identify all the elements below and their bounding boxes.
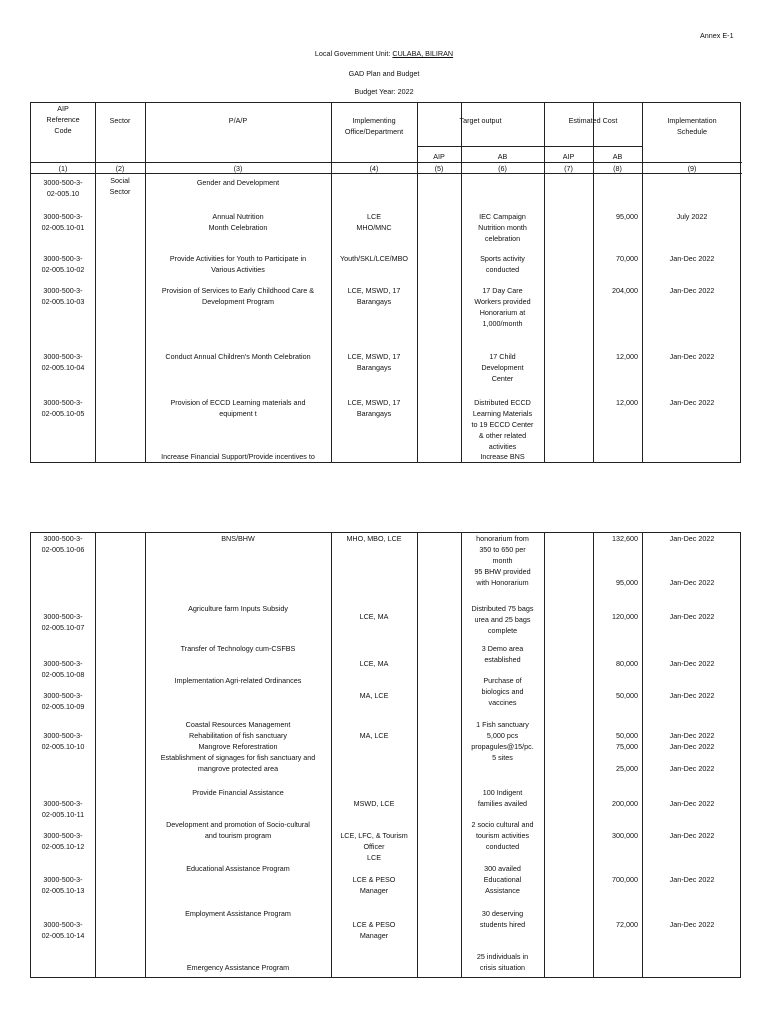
col-header-estimated-cost: Estimated Cost	[568, 116, 618, 125]
document-title: GAD Plan and Budget	[348, 69, 420, 78]
row-schedule: Jan-Dec 2022	[669, 742, 715, 751]
row-schedule: Jan-Dec 2022	[669, 254, 715, 263]
col-number: (8)	[613, 164, 622, 173]
row-office: MA, LCE	[359, 691, 389, 700]
row-cost-ab: 95,000	[616, 212, 638, 221]
row-aip-code: 3000-500-3- 02-005.10-11	[41, 799, 85, 819]
row-office: LCE MHO/MNC	[356, 212, 392, 232]
row-target-output-ab: Distributed 75 bags urea and 25 bags complete	[471, 604, 534, 635]
row-target-output-ab: 300 availed Educational Assistance	[483, 864, 522, 895]
row-office: LCE, MSWD, 17 Barangays	[347, 352, 401, 372]
row-cost-ab: 200,000	[612, 799, 638, 808]
col-number: (3)	[233, 164, 243, 173]
row-schedule: Jan-Dec 2022	[669, 691, 715, 700]
row-schedule: Jan-Dec 2022	[669, 578, 715, 587]
row-aip-code: 3000-500-3- 02-005.10	[43, 178, 83, 198]
row-target-output-ab: 2 socio cultural and tourism activities conducted	[471, 820, 534, 851]
row-schedule: Jan-Dec 2022	[669, 799, 715, 808]
row-office: LCE, MA	[359, 659, 389, 668]
row-cost-ab: 75,000	[616, 742, 638, 751]
row-office: LCE, MA	[359, 612, 389, 621]
row-aip-code: 3000-500-3- 02-005.10-10	[41, 731, 85, 751]
row-target-output-ab: IEC Campaign Nutrition month celebration	[478, 212, 527, 243]
row-pap: Employment Assistance Program	[185, 909, 291, 918]
row-schedule: Jan-Dec 2022	[669, 534, 715, 543]
row-target-output-ab: 30 deserving students hired	[479, 909, 526, 929]
row-pap: Conduct Annual Children's Month Celebration	[165, 352, 311, 361]
row-cost-ab: 70,000	[616, 254, 638, 263]
budget-year: Budget Year: 2022	[354, 87, 414, 96]
row-schedule: Jan-Dec 2022	[669, 920, 715, 929]
row-cost-ab: 204,000	[612, 286, 638, 295]
row-pap: Emergency Assistance Program	[186, 963, 290, 972]
row-schedule: Jan-Dec 2022	[669, 764, 715, 773]
row-cost-ab: 300,000	[612, 831, 638, 840]
lgu-name: CULABA, BILIRAN	[392, 49, 454, 58]
row-pap: Increase Financial Support/Provide incentives to	[161, 452, 315, 461]
row-cost-ab: 12,000	[616, 398, 638, 407]
row-pap: BNS/BHW	[221, 534, 255, 543]
row-cost-ab: 50,000	[616, 731, 638, 740]
col-header-cost-aip: AIP	[562, 152, 575, 161]
row-cost-ab: 72,000	[616, 920, 638, 929]
col-number: (5)	[434, 164, 444, 173]
col-number: (7)	[564, 164, 573, 173]
annex-label: Annex E-1	[700, 31, 734, 40]
row-target-output-ab: honorarium from 350 to 650 per month 95 BHW provided with Honorarium	[474, 534, 531, 587]
row-aip-code: 3000-500-3- 02-005.10-08	[41, 659, 85, 679]
col-header-target-ab: AB	[497, 152, 508, 161]
row-schedule: Jan-Dec 2022	[669, 659, 715, 668]
row-office: LCE, MSWD, 17 Barangays	[347, 398, 401, 418]
row-cost-ab: 50,000	[616, 691, 638, 700]
row-cost-ab: 132,600	[612, 534, 638, 543]
row-aip-code: 3000-500-3- 02-005.10-09	[41, 691, 85, 711]
row-aip-code: 3000-500-3- 02-005.10-03	[41, 286, 85, 306]
col-number: (9)	[687, 164, 697, 173]
row-aip-code: 3000-500-3- 02-005.10-12	[41, 831, 85, 851]
col-header-target-aip: AIP	[433, 152, 445, 161]
row-target-output-ab: 100 Indigent families availed	[477, 788, 528, 808]
row-schedule: Jan-Dec 2022	[669, 875, 715, 884]
row-office: MSWD, LCE	[353, 799, 395, 808]
row-office: LCE, MSWD, 17 Barangays	[347, 286, 401, 306]
row-office: MA, LCE	[359, 731, 389, 740]
row-pap: Provision of ECCD Learning materials and equipment t	[170, 398, 306, 418]
row-office: MHO, MBO, LCE	[346, 534, 402, 543]
row-aip-code: 3000-500-3- 02-005.10-02	[41, 254, 85, 274]
col-header-aip-ref: AIP Reference Code	[46, 104, 80, 135]
row-aip-code: 3000-500-3- 02-005.10-06	[41, 534, 85, 554]
row-pap: Educational Assistance Program	[186, 864, 290, 873]
row-aip-code: 3000-500-3- 02-005.10-05	[41, 398, 85, 418]
col-header-pap: P/A/P	[228, 116, 248, 125]
row-target-output-ab: Increase BNS	[480, 452, 525, 461]
row-pap: Gender and Development	[196, 178, 280, 187]
row-aip-code: 3000-500-3- 02-005.10-14	[41, 920, 85, 940]
row-schedule: Jan-Dec 2022	[669, 612, 715, 621]
row-schedule: Jan-Dec 2022	[669, 831, 715, 840]
col-header-office: Implementing Office/Department	[344, 116, 404, 136]
col-number: (1)	[58, 164, 68, 173]
row-pap: Transfer of Technology cum-CSFBS	[180, 644, 296, 653]
row-cost-ab: 25,000	[616, 764, 638, 773]
row-target-output-ab: Sports activity conducted	[480, 254, 525, 274]
row-target-output-ab: 17 Child Development Center	[481, 352, 524, 383]
row-pap: Provide Activities for Youth to Participate in Various Activities	[169, 254, 307, 274]
row-aip-code: 3000-500-3- 02-005.10-04	[41, 352, 85, 372]
col-header-target-output: Target output	[459, 116, 502, 125]
row-cost-ab: 700,000	[612, 875, 638, 884]
row-office: LCE, LFC, & Tourism Officer LCE	[340, 831, 408, 862]
row-office: LCE & PESO Manager	[352, 875, 396, 895]
row-aip-code: 3000-500-3- 02-005.10-13	[41, 875, 85, 895]
row-target-output-ab: Purchase of biologics and vaccines	[481, 676, 524, 707]
row-pap: Provide Financial Assistance	[192, 788, 284, 797]
row-pap: Coastal Resources Management Rehabilitation of fish sanctuary Mangrove Reforestration Establishment of signages for fish sanctuary and mangrove protected area	[160, 720, 316, 773]
col-number: (2)	[115, 164, 125, 173]
row-cost-ab: 95,000	[616, 578, 638, 587]
row-pap: Development and promotion of Socio-cultural and tourism program	[166, 820, 310, 840]
col-header-schedule: Implementation Schedule	[667, 116, 717, 136]
row-schedule: Jan-Dec 2022	[669, 352, 715, 361]
lgu-line	[0, 48, 768, 59]
row-aip-code: 3000-500-3- 02-005.10-07	[41, 612, 85, 632]
row-schedule: July 2022	[676, 212, 708, 221]
row-pap: Implementation Agri-related Ordinances	[174, 676, 302, 685]
row-office: LCE & PESO Manager	[352, 920, 396, 940]
lgu-label: Local Government Unit:	[314, 49, 393, 58]
row-office: Youth/SKL/LCE/MBO	[339, 254, 409, 263]
row-schedule: Jan-Dec 2022	[669, 398, 715, 407]
row-target-output-ab: Distributed ECCD Learning Materials to 19 ECCD Center & other related activities	[471, 398, 534, 451]
row-cost-ab: 120,000	[612, 612, 638, 621]
row-target-output-ab: 25 individuals in crisis situation	[476, 952, 529, 972]
row-schedule: Jan-Dec 2022	[669, 286, 715, 295]
gad-table-page-2	[30, 532, 741, 978]
col-header-cost-ab: AB	[612, 152, 623, 161]
col-number: (6)	[498, 164, 507, 173]
col-number: (4)	[369, 164, 379, 173]
row-pap: Agriculture farm Inputs Subsidy	[188, 604, 288, 613]
row-target-output-ab: 17 Day Care Workers provided Honorarium at 1,000/month	[474, 286, 531, 328]
row-pap: Provision of Services to Early Childhood Care & Development Program	[161, 286, 315, 306]
row-cost-ab: 12,000	[616, 352, 638, 361]
gad-table-page-1	[30, 102, 741, 463]
sector-cell: Social Sector	[109, 176, 131, 196]
col-header-sector: Sector	[109, 116, 131, 125]
row-aip-code: 3000-500-3- 02-005.10-01	[41, 212, 85, 232]
row-cost-ab: 80,000	[616, 659, 638, 668]
row-target-output-ab: 3 Demo area established	[481, 644, 524, 664]
row-target-output-ab: 1 Fish sanctuary 5,000 pcs propagules@15/pc. 5 sites	[471, 720, 534, 762]
row-pap: Annual Nutrition Month Celebration	[208, 212, 268, 232]
row-schedule: Jan-Dec 2022	[669, 731, 715, 740]
